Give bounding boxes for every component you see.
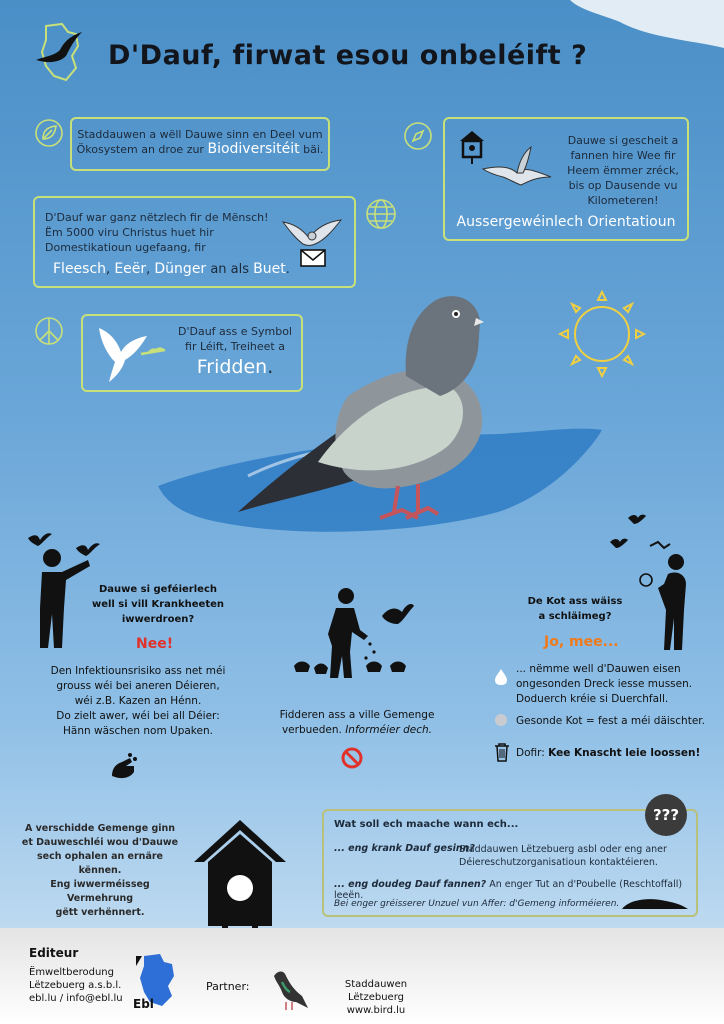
what-to-do-title: Wat soll ech maache wann ech... bbox=[334, 819, 519, 830]
leaf-icon bbox=[34, 118, 64, 148]
droppings-healthy-text: Gesonde Kot = fest a méi däischter. bbox=[516, 715, 705, 727]
disease-question-line1: Dauwe si geféierlech bbox=[98, 584, 217, 595]
feeding-inform: Informéier dech. bbox=[345, 724, 433, 736]
dead-pigeon-icon bbox=[620, 895, 690, 913]
partner-pigeon-logo bbox=[268, 968, 310, 1014]
disease-text-line3: wéi z.B. Kazen an Hénn. bbox=[74, 695, 202, 707]
municipal-line3: sech ophalen an ernäre kënnen. bbox=[37, 851, 163, 876]
orientation-line2: fannen hire Wee fir bbox=[570, 149, 676, 162]
editor-label: Editeur bbox=[29, 946, 79, 960]
biodiversity-line1: Staddauwen a wëll Dauwe sinn en Deel vum bbox=[77, 128, 323, 141]
disease-text-line2: grouss wéi bei aneren Déieren, bbox=[56, 680, 220, 692]
messenger-pigeon-illustration bbox=[279, 212, 345, 270]
dovecote-illustration bbox=[192, 818, 288, 946]
droppings-question-line1: De Kot ass wäiss bbox=[527, 596, 623, 607]
disease-text-line5: Hänn wäschen nom Upaken. bbox=[63, 725, 213, 737]
healthy-droppings-dot bbox=[495, 714, 507, 726]
droppings-no-litter: Kee Knascht leie loossen! bbox=[548, 747, 701, 759]
partner-line2: www.bird.lu bbox=[346, 1005, 406, 1016]
partner-line1: Staddauwen Lëtzebuerg bbox=[344, 979, 408, 1003]
droppings-text-line2: ongesonden Dreck iesse mussen. bbox=[516, 678, 693, 690]
peace-box: D'Dauf ass e Symbol fir Léift, Treiheet a Fridden. bbox=[81, 314, 303, 392]
human-line2: Ëm 5000 viru Christus huet hir bbox=[45, 226, 214, 239]
orientation-line1: Dauwe si gescheit a bbox=[567, 134, 679, 147]
orientation-line5: Kilometeren! bbox=[587, 194, 659, 207]
municipal-line5: gëtt verhënnert. bbox=[55, 907, 145, 918]
human-use-box: D'Dauf war ganz nëtzlech fir de Mënsch! Ëm 5000 viru Christus huet hir Domestikatioun ugefaang, fir Fleesch, Eeër, Dünger an als Buet. bbox=[33, 196, 356, 288]
globe-icon bbox=[365, 198, 397, 230]
human-fertilizer: Dünger bbox=[154, 261, 207, 277]
peace-highlight: Fridden bbox=[196, 356, 268, 378]
droppings-answer: Jo, mee... bbox=[544, 634, 619, 650]
peace-line1: D'Dauf ass e Symbol bbox=[178, 325, 292, 338]
partner-label: Partner: bbox=[206, 980, 250, 993]
biodiversity-box: Staddauwen a wëll Dauwe sinn en Deel vum Ökosystem an droe zur Biodiversitéit bäi. bbox=[70, 117, 330, 171]
what-to-do-a1-line1: Staddauwen Lëtzebuerg asbl oder eng aner bbox=[459, 844, 667, 855]
disease-text-line4: Do zielt awer, wéi bei all Déier: bbox=[56, 710, 220, 722]
trash-bin-icon bbox=[494, 742, 510, 762]
disease-answer: Nee! bbox=[136, 636, 174, 652]
municipal-line4: Eng iwwerméisseg Vermehrung bbox=[50, 879, 150, 904]
biodiversity-highlight: Biodiversitéit bbox=[207, 141, 300, 157]
what-to-do-note: Bei enger gréisserer Unzuel vun Affer: d'Gemeng informéieren. bbox=[334, 899, 620, 909]
page-title: D'Dauf, firwat esou onbeléift ? bbox=[108, 40, 588, 71]
feeding-line2: verbueden. bbox=[281, 724, 346, 736]
feeding-line1: Fidderen ass a ville Gemenge bbox=[279, 709, 435, 721]
orientation-line4: bis op Dausende vu bbox=[568, 179, 678, 192]
flying-pigeon-illustration bbox=[481, 143, 553, 191]
what-to-do-a1-line2: Déiereschutzorganisatioun kontaktéieren. bbox=[459, 857, 658, 868]
municipal-line1: A verschidde Gemenge ginn bbox=[24, 823, 176, 834]
droppings-text-line1: ... nëmme well d'Dauwen eisen bbox=[516, 663, 681, 675]
what-to-do-a2: An enger Tut an d'Poubelle (Reschtoffall) leeën. bbox=[334, 879, 683, 901]
editor-line2: Lëtzebuerg a.s.b.l. bbox=[29, 980, 122, 991]
peace-line2: fir Léift, Treiheet a bbox=[185, 340, 285, 353]
droppings-therefore: Dofir: bbox=[516, 747, 549, 759]
disease-text-line1: Den Infektiounsrisiko ass net méi bbox=[50, 665, 226, 677]
handwashing-icon bbox=[108, 752, 138, 782]
person-feeding-pigeons-illustration bbox=[290, 586, 416, 686]
compass-icon bbox=[403, 121, 433, 151]
what-to-do-q2: ... eng doudeg Dauf fannen? bbox=[334, 879, 487, 890]
municipal-line2: et Dauweschléi wou d'Dauwe bbox=[21, 837, 179, 848]
droplet-icon bbox=[494, 668, 508, 686]
what-to-do-q1: ... eng krank Dauf gesinn? bbox=[334, 843, 475, 854]
luxembourg-map-icon bbox=[32, 22, 90, 84]
human-messenger: Buet bbox=[253, 261, 286, 277]
editor-line3: ebl.lu / info@ebl.lu bbox=[29, 993, 123, 1004]
prohibited-icon bbox=[340, 746, 364, 770]
orientation-line3: Heem ëmmer zréck, bbox=[567, 164, 679, 177]
human-line1: D'Dauf war ganz nëtzlech fir de Mënsch! bbox=[45, 211, 269, 224]
person-with-droppings-illustration bbox=[606, 514, 696, 654]
what-to-do-box bbox=[322, 809, 698, 917]
disease-question-line3: iwwerdroen? bbox=[121, 614, 195, 625]
peace-icon bbox=[34, 316, 64, 346]
droppings-question-line2: a schläimeg? bbox=[538, 611, 612, 622]
orientation-box bbox=[443, 117, 689, 241]
human-meat: Fleesch bbox=[53, 261, 107, 277]
editor-line1: Ëmweltberodung bbox=[29, 967, 114, 978]
human-line3: Domestikatioun ugefaang, fir bbox=[45, 241, 206, 254]
pigeon-illustration bbox=[118, 286, 608, 548]
orientation-highlight: Aussergewéinlech Orientatioun bbox=[456, 214, 676, 230]
droppings-text-line3: Doduerch kréie si Duerchfall. bbox=[516, 693, 669, 705]
question-badge: ??? bbox=[645, 794, 687, 836]
ebl-logo-text: Ebl bbox=[133, 997, 154, 1011]
disease-question-line2: well si vill Krankheeten bbox=[91, 599, 225, 610]
human-eggs: Eeër bbox=[114, 261, 147, 277]
